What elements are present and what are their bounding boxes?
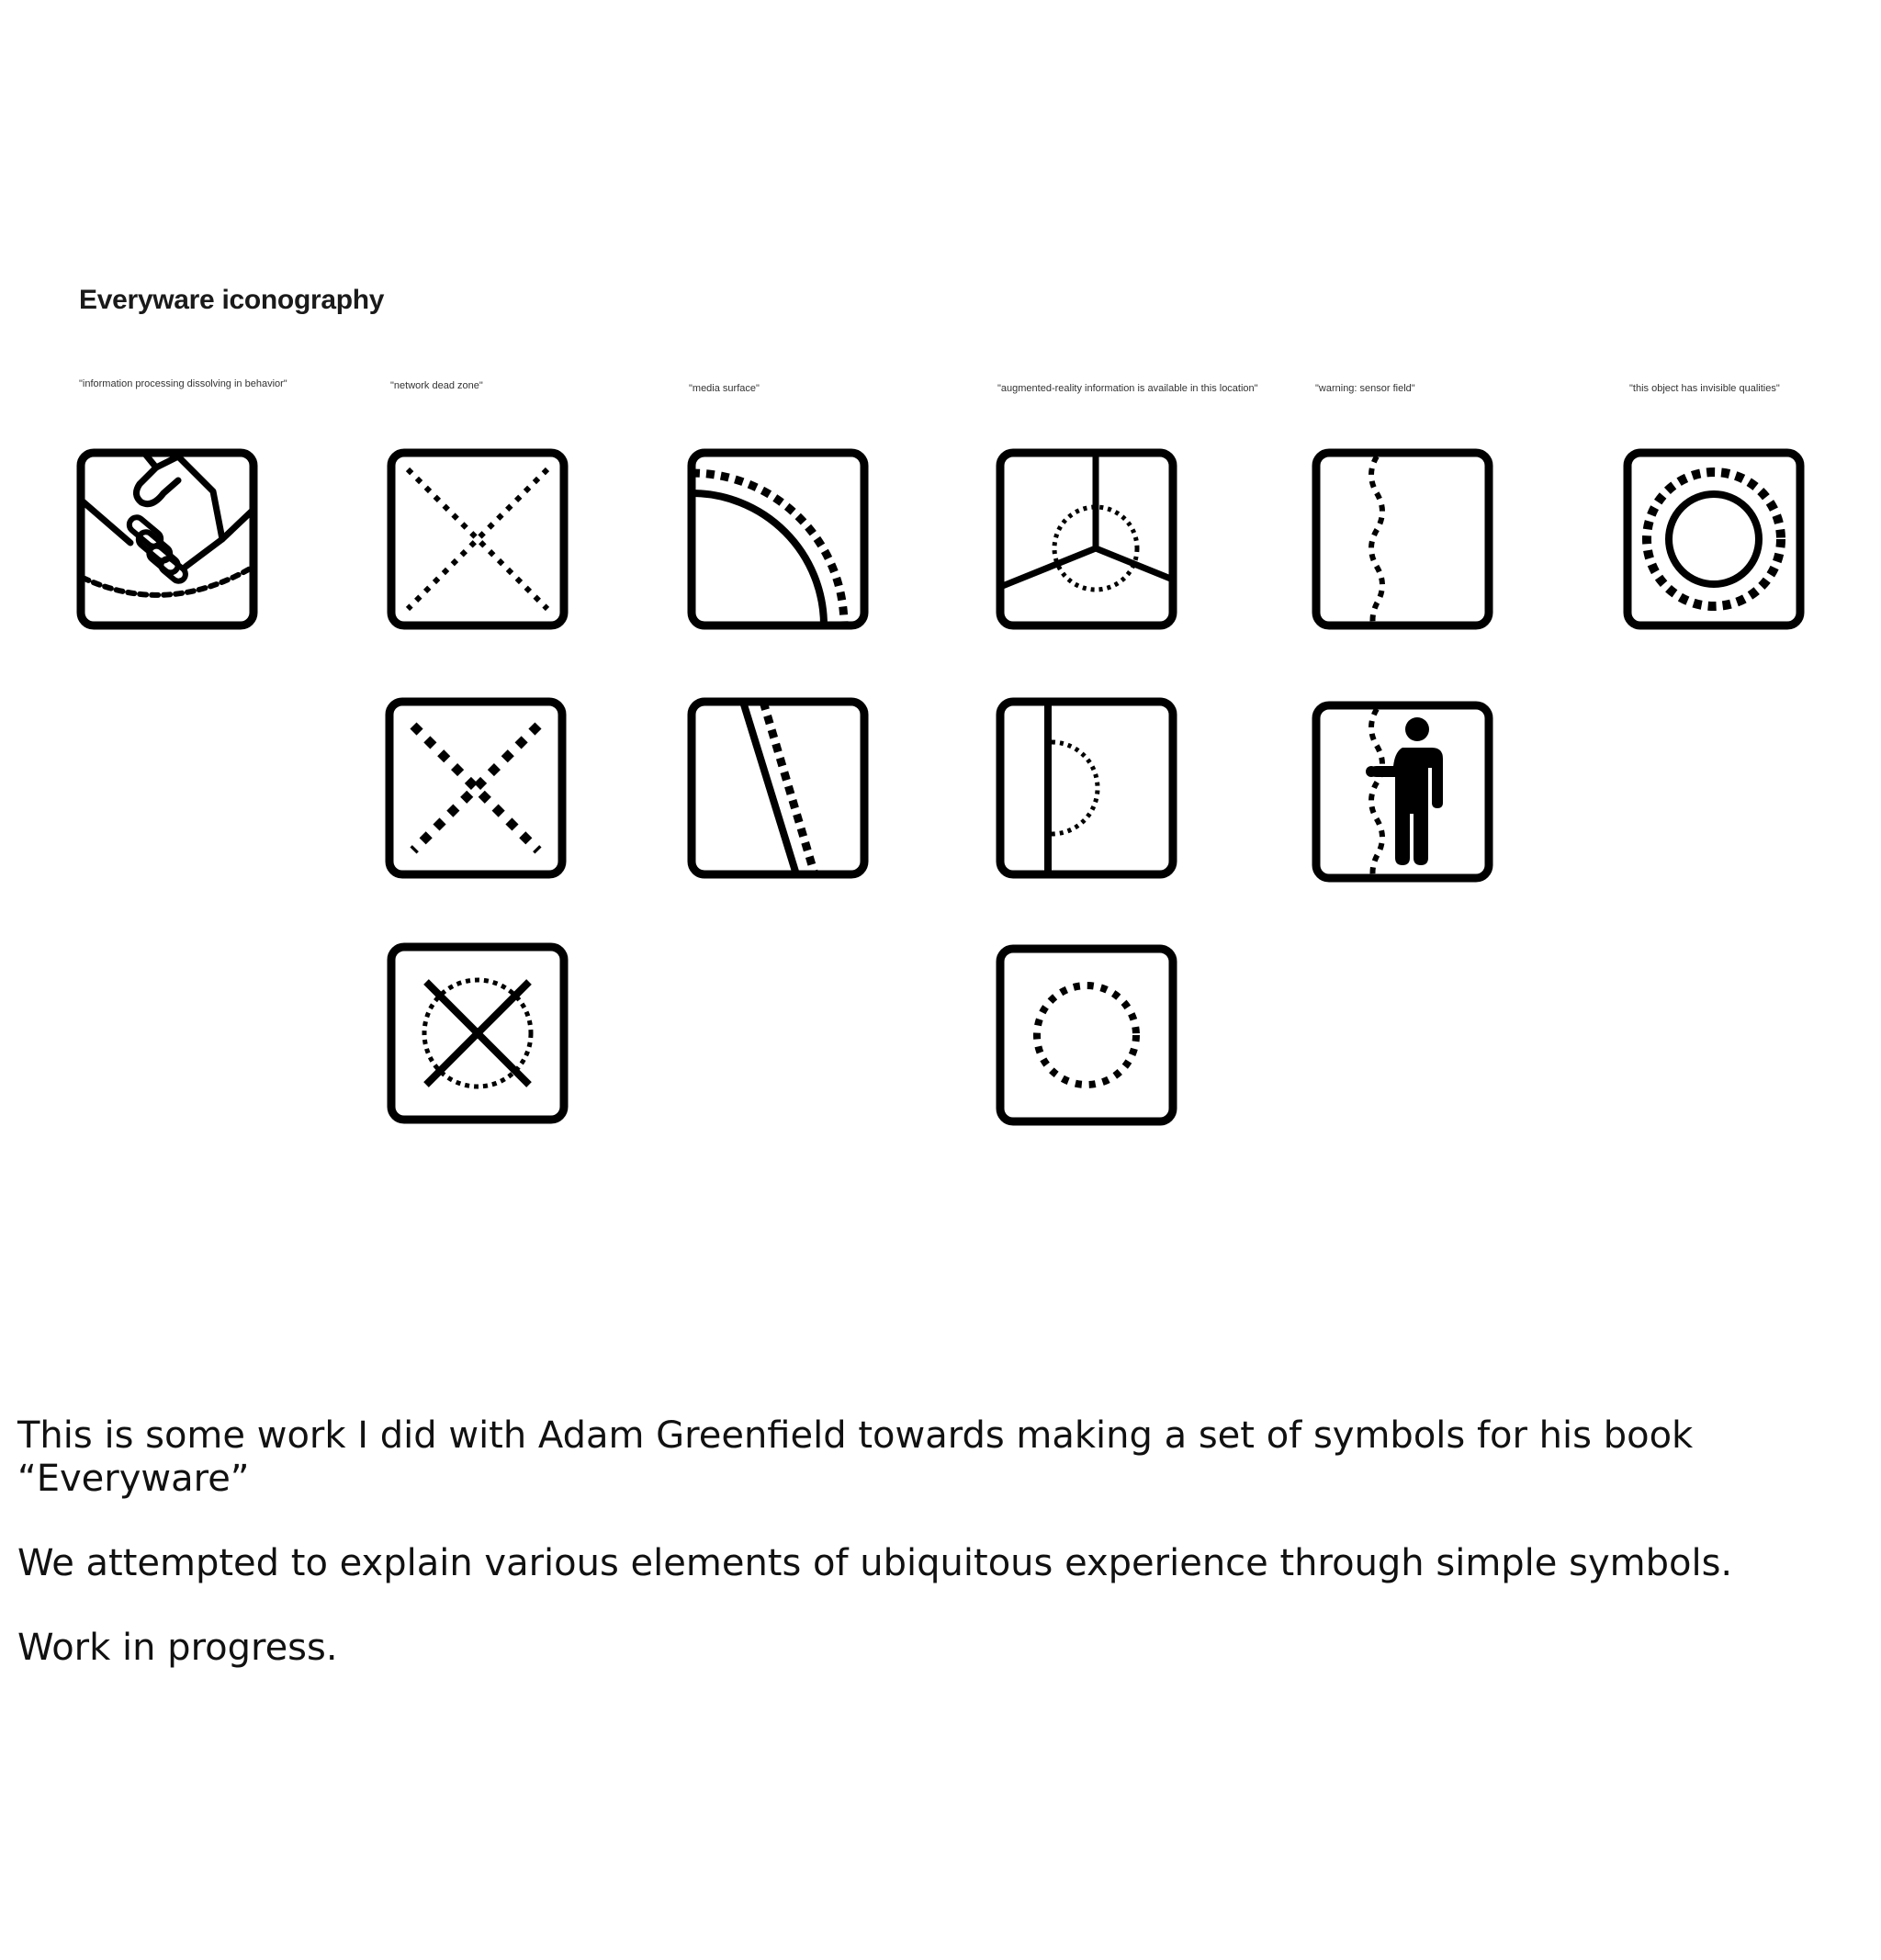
description-paragraph-2: We attempted to explain various elements of ubiquitous experience through simple symbols. xyxy=(17,1542,1733,1584)
description-paragraph-3: Work in progress. xyxy=(17,1627,338,1669)
page-title: Everyware iconography xyxy=(79,285,385,315)
caption-sensor-field: "warning: sensor field" xyxy=(1315,383,1415,394)
description-paragraph-1: This is some work I did with Adam Greenfield towards making a set of symbols for his book “Everyware” xyxy=(17,1414,1694,1500)
caption-augmented-reality: "augmented-reality information is available in this location" xyxy=(997,383,1258,394)
description-text xyxy=(17,1414,1818,1711)
network-dead-zone-icon xyxy=(386,447,569,631)
caption-information-processing: "information processing dissolving in behavior" xyxy=(79,378,287,389)
caption-invisible-qualities: "this object has invisible qualities" xyxy=(1629,383,1780,394)
network-dead-zone-variant-icon xyxy=(384,696,568,880)
augmented-reality-circle-icon xyxy=(995,943,1178,1127)
augmented-reality-variant-icon xyxy=(995,696,1178,880)
network-dead-zone-crossed-circle-icon xyxy=(386,941,569,1125)
invisible-qualities-icon xyxy=(1622,447,1806,631)
media-surface-variant-icon xyxy=(686,696,870,880)
caption-media-surface: "media surface" xyxy=(689,383,760,394)
caption-network-dead-zone: "network dead zone" xyxy=(390,380,483,391)
sensor-field-icon xyxy=(1311,447,1494,631)
sensor-field-person-icon xyxy=(1311,700,1494,884)
handshake-icon xyxy=(75,447,259,631)
augmented-reality-icon xyxy=(995,447,1178,631)
media-surface-icon xyxy=(686,447,870,631)
